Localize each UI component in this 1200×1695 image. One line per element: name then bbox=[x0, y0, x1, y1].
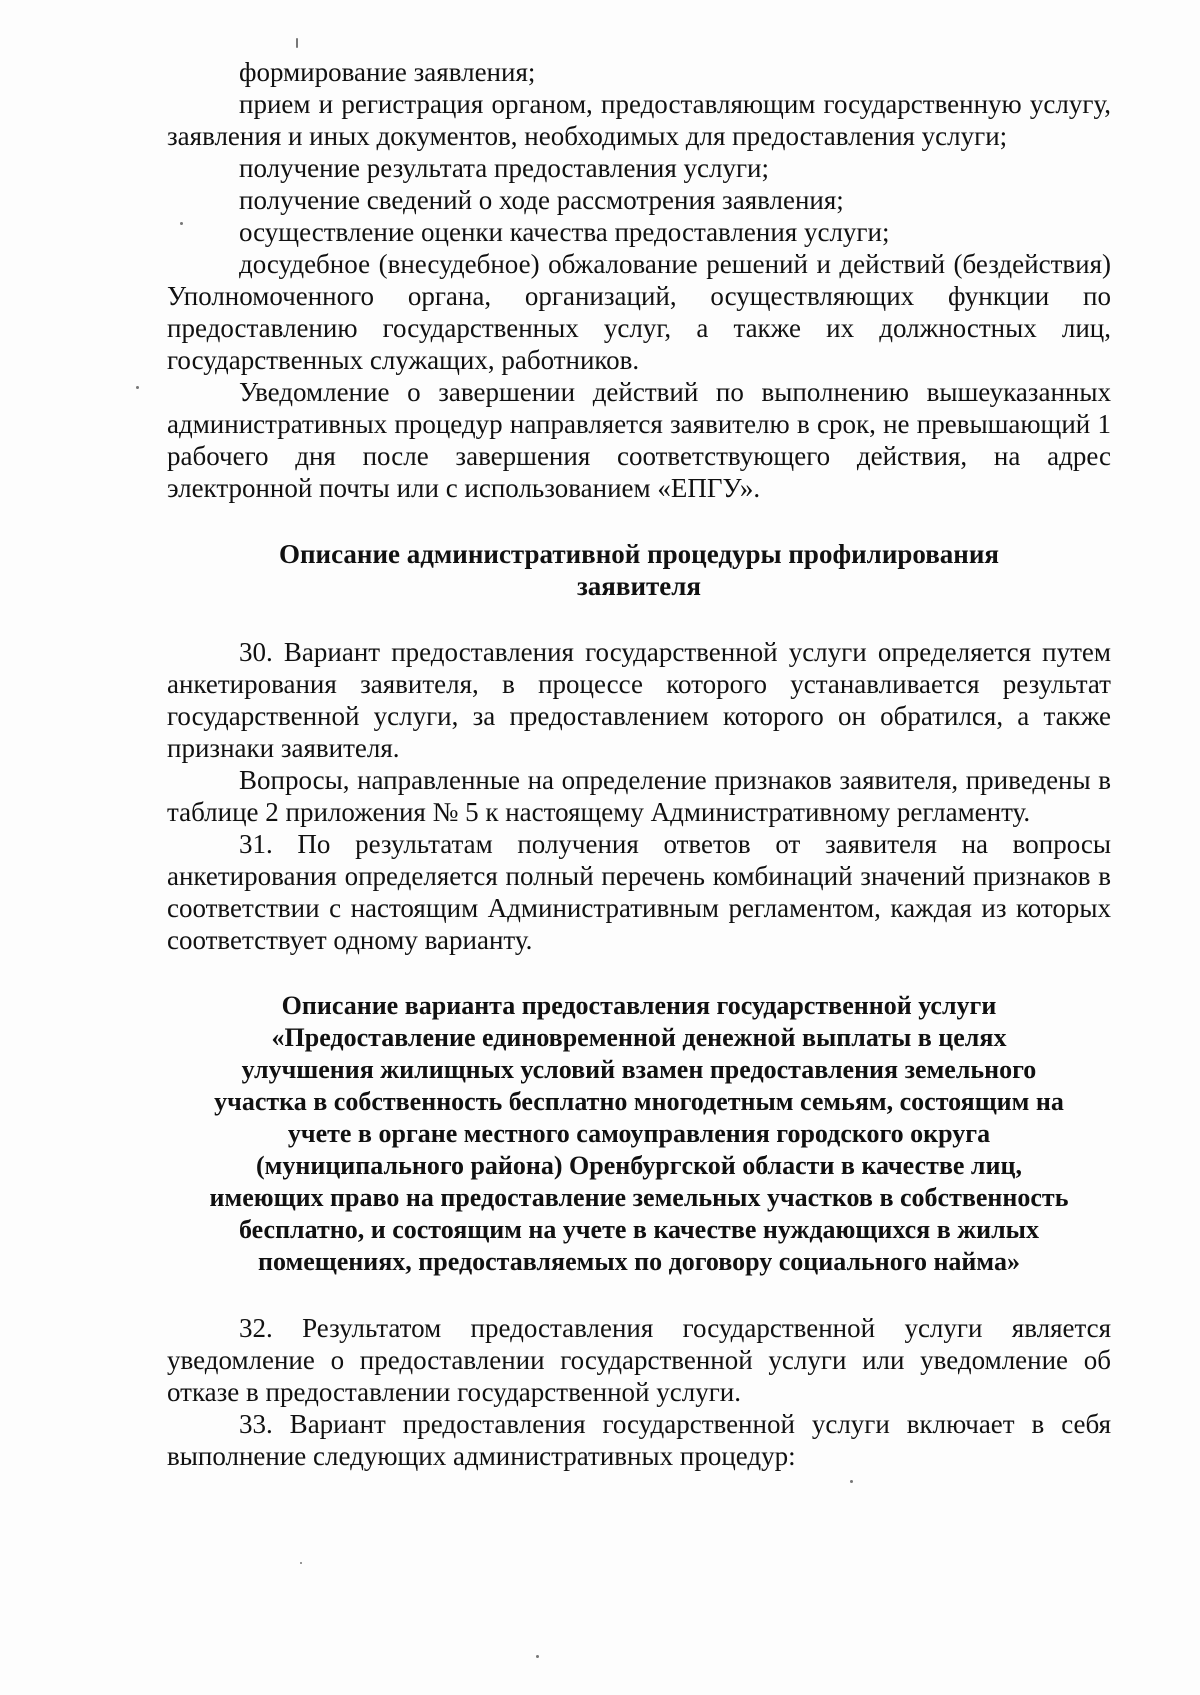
section-heading bbox=[167, 538, 1111, 602]
paragraph: Уведомление о завершении действий по выполнению вышеуказанных административных процедур направляется заявителю в срок, не превышающий 1 рабочего дня после завершения соответствующего действия, на адрес электронной почты или с использованием «ЕПГУ». bbox=[167, 377, 1111, 503]
paragraph: Вопросы, направленные на определение признаков заявителя, приведены в таблице 2 приложения № 5 к настоящему Административному регламенту. bbox=[167, 765, 1111, 827]
paragraph: получение сведений о ходе рассмотрения заявления; bbox=[239, 185, 844, 215]
paragraph: прием и регистрация органом, предоставляющим государственную услугу, заявления и иных документов, необходимых для предоставления услуги; bbox=[167, 89, 1111, 151]
section-heading bbox=[167, 990, 1111, 1278]
paragraph: 31. По результатам получения ответов от заявителя на вопросы анкетирования определяется полный перечень комбинаций значений признаков в соответствии с настоящим Административным регламентом, каждая из которых соответствует одному варианту. bbox=[167, 829, 1111, 955]
heading-line: имеющих право на предоставление земельных участков в собственность bbox=[209, 1183, 1069, 1212]
scan-speck bbox=[850, 1480, 853, 1483]
spacer bbox=[167, 504, 1111, 538]
paragraph: получение результата предоставления услуги; bbox=[239, 153, 770, 183]
spacer bbox=[167, 956, 1111, 990]
heading-line: участка в собственность бесплатно многодетным семьям, состоящим на bbox=[214, 1087, 1064, 1116]
paragraph: 32. Результатом предоставления государственной услуги является уведомление о предоставлении государственной услуги или уведомление об отказе в предоставлении государственной услуги. bbox=[167, 1313, 1111, 1407]
heading-line: Описание административной процедуры профилирования bbox=[278, 539, 1000, 569]
spacer bbox=[167, 602, 1111, 636]
heading-line: заявителя bbox=[576, 571, 702, 601]
heading-line: (муниципального района) Оренбургской области в качестве лиц, bbox=[256, 1151, 1022, 1180]
paragraph: досудебное (внесудебное) обжалование решений и действий (бездействия) Уполномоченного органа, организаций, осуществляющих функции по предоставлению государственных услуг, а также их должностных лиц, государственных служащих, работников. bbox=[167, 249, 1111, 375]
document-body bbox=[167, 56, 1111, 1472]
paragraph: 30. Вариант предоставления государственной услуги определяется путем анкетирования заявителя, в процессе которого устанавливается результат государственной услуги, за предоставлением которого он обратился, а также признаки заявителя. bbox=[167, 637, 1111, 763]
paragraph: осуществление оценки качества предоставления услуги; bbox=[239, 217, 890, 247]
scan-speck bbox=[300, 1562, 302, 1564]
heading-line: помещениях, предоставляемых по договору социального найма» bbox=[258, 1247, 1020, 1276]
spacer bbox=[167, 1278, 1111, 1312]
heading-line: учете в органе местного самоуправления городского округа bbox=[287, 1119, 991, 1148]
paragraph: формирование заявления; bbox=[239, 57, 536, 87]
heading-line: Описание варианта предоставления государственной услуги bbox=[281, 991, 997, 1020]
scan-speck bbox=[536, 1655, 539, 1658]
scan-speck bbox=[136, 386, 139, 389]
heading-line: бесплатно, и состоящим на учете в качестве нуждающихся в жилых bbox=[239, 1215, 1039, 1244]
scan-speck bbox=[296, 38, 298, 48]
heading-line: «Предоставление единовременной денежной выплаты в целях bbox=[271, 1023, 1007, 1052]
heading-line: улучшения жилищных условий взамен предоставления земельного bbox=[241, 1055, 1037, 1084]
paragraph: 33. Вариант предоставления государственной услуги включает в себя выполнение следующих административных процедур: bbox=[167, 1409, 1111, 1471]
